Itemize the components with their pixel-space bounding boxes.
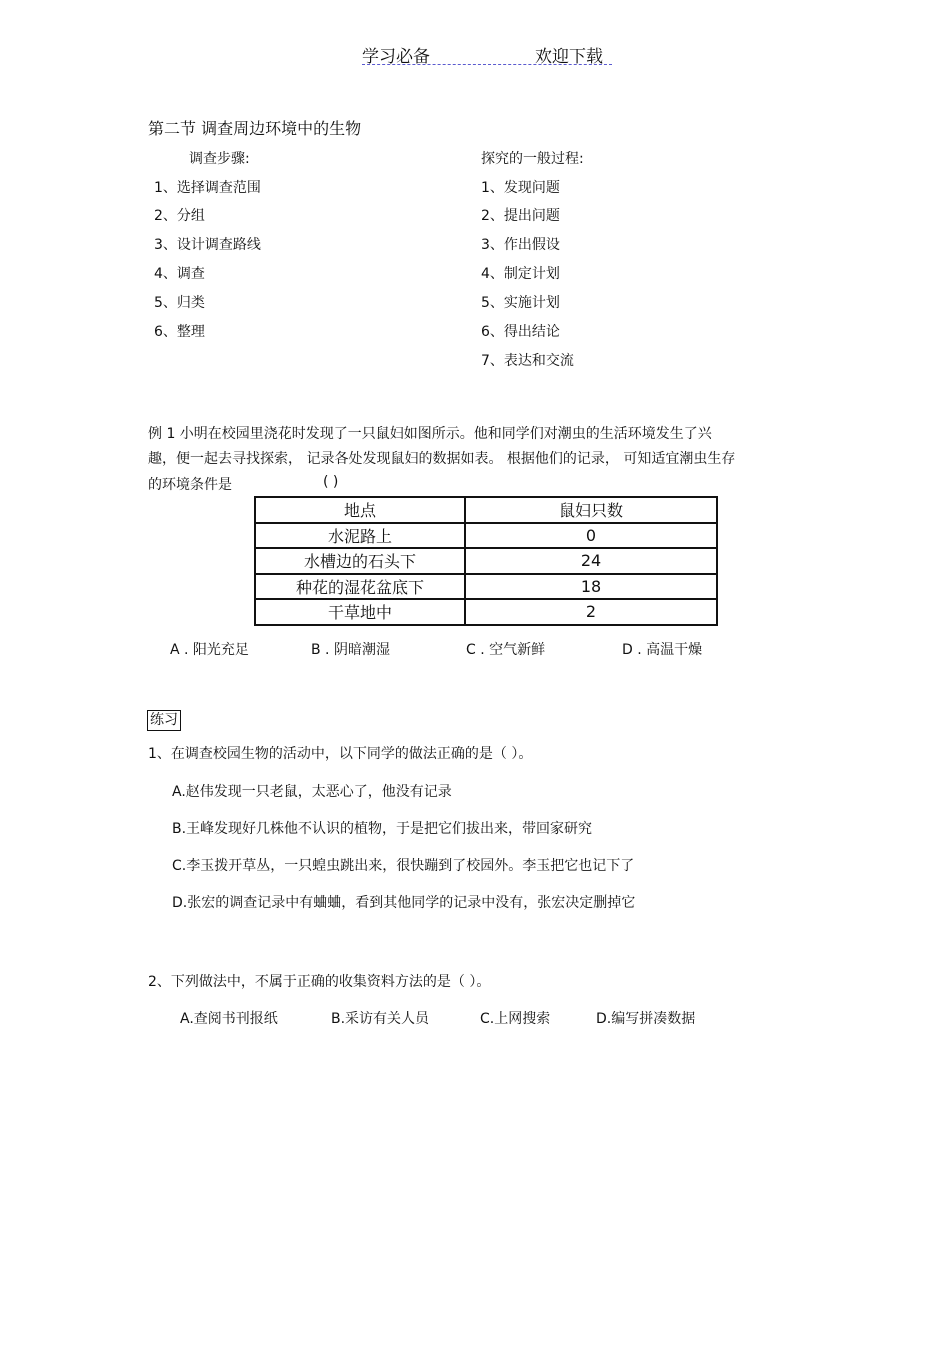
question-2-option-a: A.查阅书刊报纸: [180, 1011, 278, 1027]
question-1-option-b: B.王峰发现好几株他不认识的植物，于是把它们拔出来，带回家研究: [172, 821, 593, 837]
inquiry-heading: 探究的一般过程:: [481, 151, 584, 167]
table-header-cell: 地点: [255, 497, 465, 523]
survey-step: 2、分组: [154, 208, 205, 224]
table-cell: 0: [465, 523, 717, 549]
question-1-option-d: D.张宏的调查记录中有蛐蛐，看到其他同学的记录中没有，张宏决定删掉它: [172, 895, 636, 911]
example-text-line: 的环境条件是: [148, 477, 232, 493]
table-cell: 18: [465, 574, 717, 600]
question-1-option-a: A.赵伟发现一只老鼠，太恶心了，他没有记录: [172, 784, 452, 800]
table-header-cell: 鼠妇只数: [465, 497, 717, 523]
table-cell: 水泥路上: [255, 523, 465, 549]
example-text-line: 例 1 小明在校园里浇花时发现了一只鼠妇如图所示。他和同学们对潮虫的生活环境发生了兴: [148, 426, 712, 442]
table-row: [255, 548, 717, 574]
inquiry-step: 7、表达和交流: [481, 353, 574, 369]
practice-label: 练习: [147, 710, 181, 731]
table-cell: 种花的湿花盆底下: [255, 574, 465, 600]
inquiry-step: 3、作出假设: [481, 237, 560, 253]
survey-step: 5、归类: [154, 295, 205, 311]
header-left: 学习必备: [362, 47, 430, 67]
survey-step: 3、设计调查路线: [154, 237, 261, 253]
question-2-option-b: B.采访有关人员: [331, 1011, 430, 1027]
example-option-a: A . 阳光充足: [170, 642, 249, 658]
question-2-stem: 2、下列做法中，不属于正确的收集资料方法的是（ ）。: [148, 974, 491, 990]
table-cell: 水槽边的石头下: [255, 548, 465, 574]
table-row: [255, 523, 717, 549]
section-title: 第二节 调查周边环境中的生物: [148, 119, 362, 138]
inquiry-step: 2、提出问题: [481, 208, 560, 224]
header-divider: [362, 64, 612, 65]
survey-step: 1、选择调查范围: [154, 180, 261, 196]
data-table: [254, 496, 718, 626]
question-1-option-c: C.李玉拨开草丛，一只蝗虫跳出来，很快蹦到了校园外。李玉把它也记下了: [172, 858, 635, 874]
survey-heading: 调查步骤:: [189, 151, 250, 167]
question-2-option-c: C.上网搜索: [480, 1011, 551, 1027]
inquiry-step: 1、发现问题: [481, 180, 560, 196]
table-row: [255, 574, 717, 600]
question-2-option-d: D.编写拼凑数据: [596, 1011, 696, 1027]
table-row: [255, 599, 717, 625]
survey-step: 4、调查: [154, 266, 205, 282]
header-right: 欢迎下载: [535, 47, 603, 67]
inquiry-step: 4、制定计划: [481, 266, 560, 282]
table-cell: 干草地中: [255, 599, 465, 625]
table-cell: 2: [465, 599, 717, 625]
example-option-d: D . 高温干燥: [622, 642, 703, 658]
example-option-c: C . 空气新鲜: [466, 642, 546, 658]
table-header-row: [255, 497, 717, 523]
question-1-stem: 1、在调查校园生物的活动中，以下同学的做法正确的是（ ）。: [148, 746, 533, 762]
inquiry-step: 6、得出结论: [481, 324, 560, 340]
survey-step: 6、整理: [154, 324, 205, 340]
table-cell: 24: [465, 548, 717, 574]
inquiry-step: 5、实施计划: [481, 295, 560, 311]
example-text-line: 趣，便一起去寻找探索， 记录各处发现鼠妇的数据如表。 根据他们的记录， 可知适宜潮虫生存: [148, 451, 736, 467]
answer-paren: ( ): [323, 474, 339, 490]
example-option-b: B . 阴暗潮湿: [311, 642, 390, 658]
